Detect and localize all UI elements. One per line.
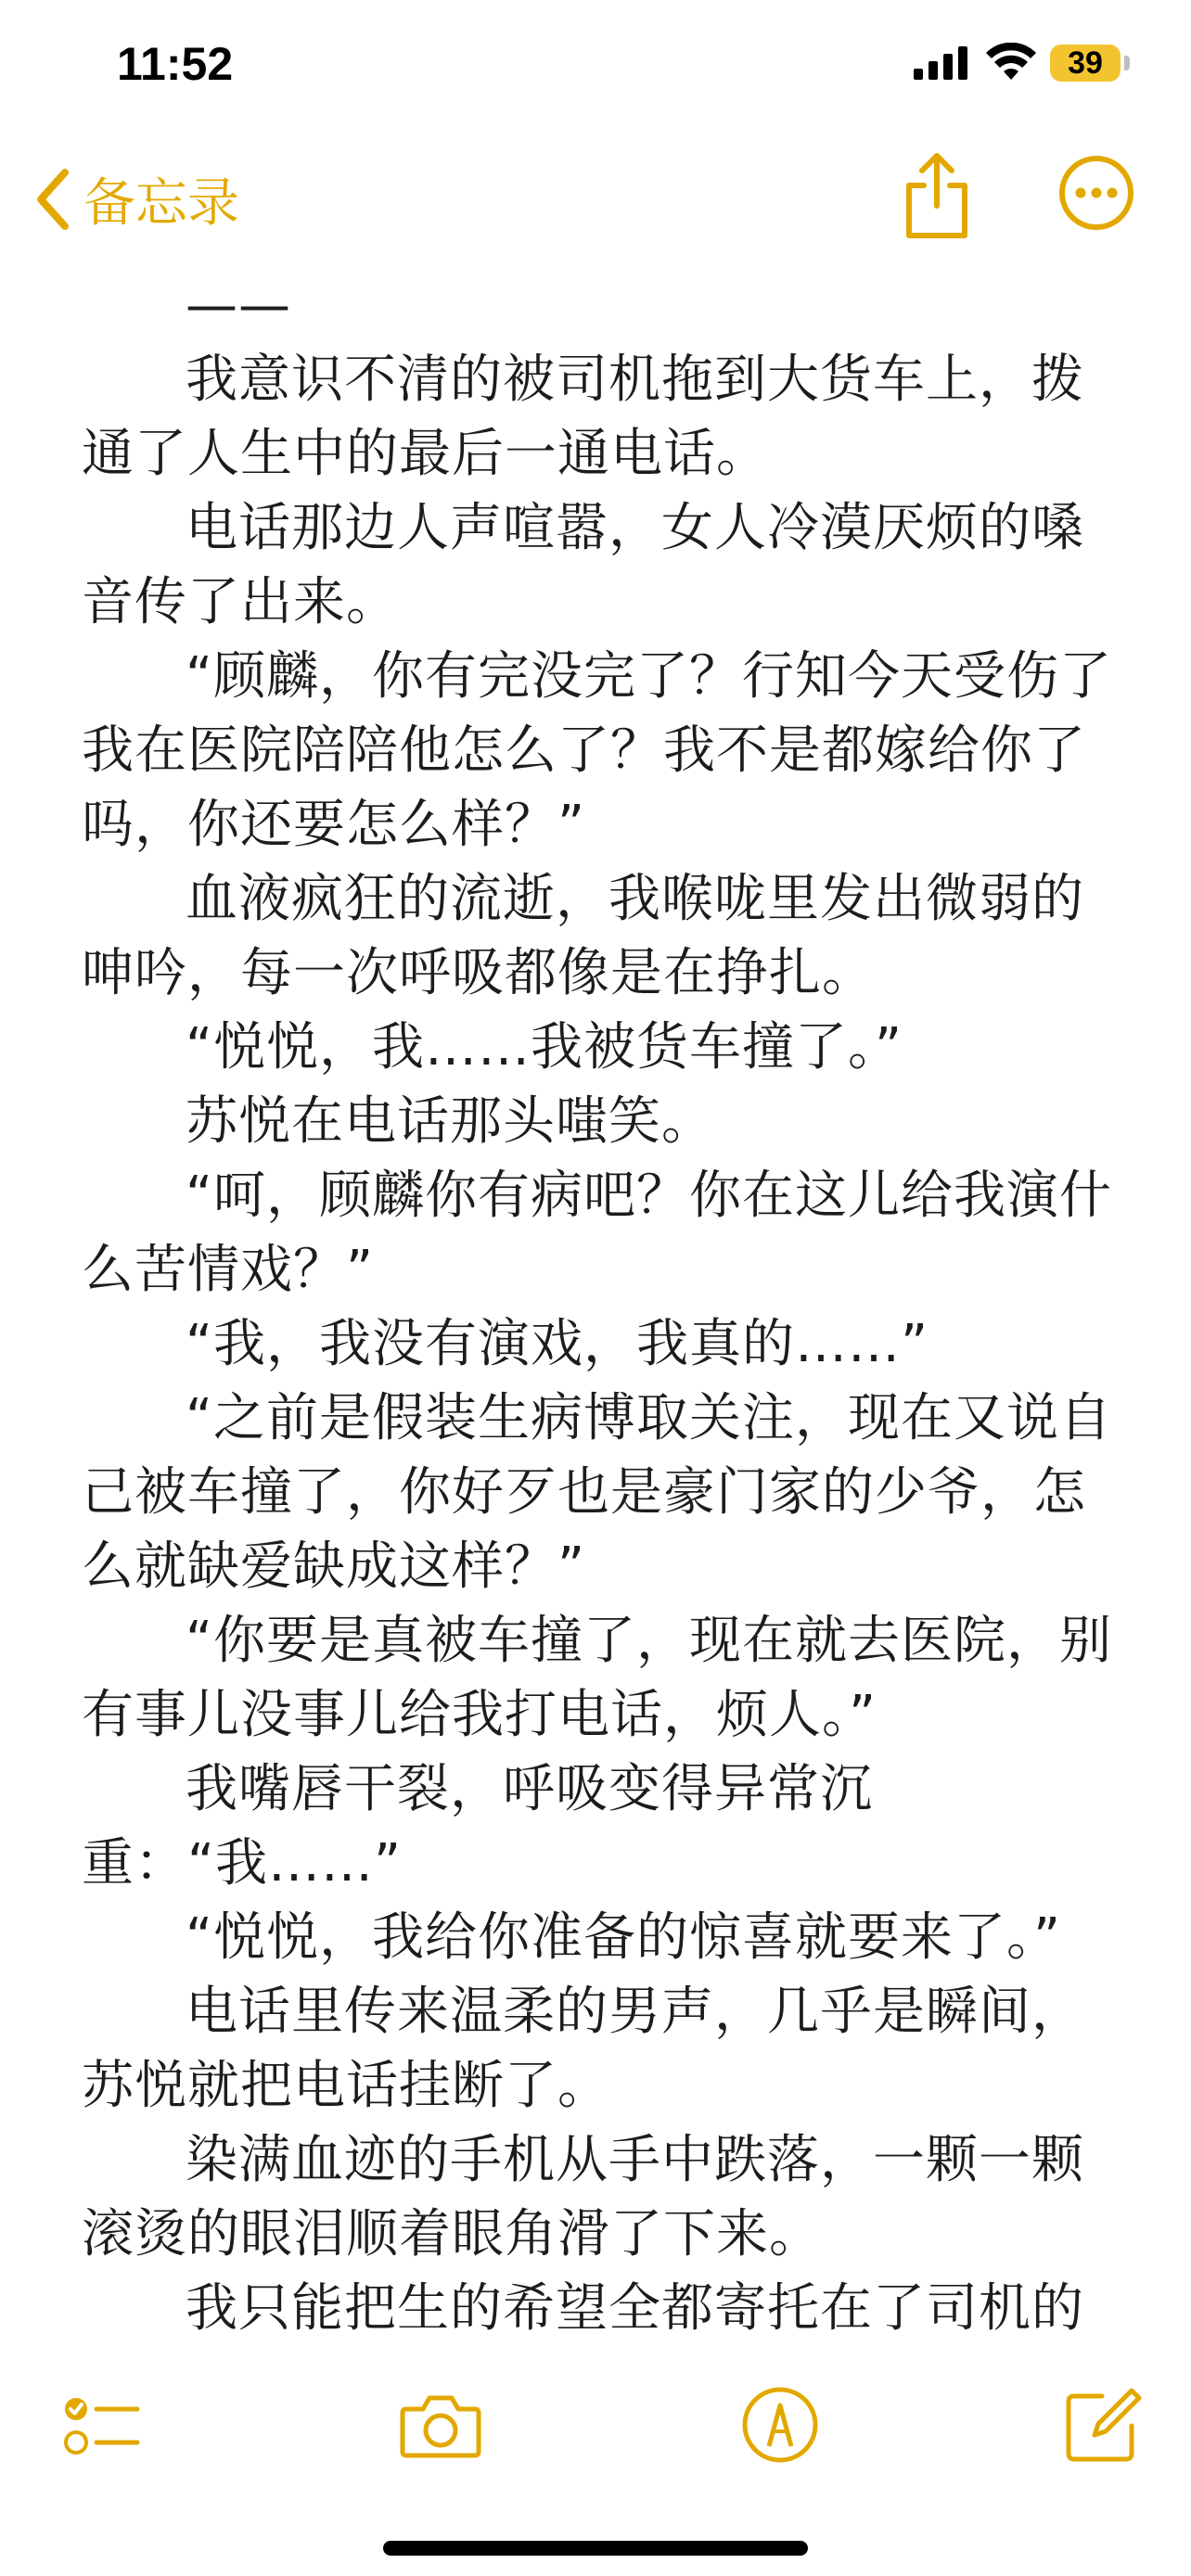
status-bar <box>0 0 1191 139</box>
battery-indicator: 39 <box>1050 45 1121 82</box>
note-paragraph: “你要是真被车撞了，现在就去医院，别有事儿没事儿给我打电话，烦人。” <box>82 1611 1113 1745</box>
markup-button[interactable] <box>738 2383 822 2467</box>
note-paragraph: 苏悦在电话那头嗤笑。 <box>186 1091 714 1152</box>
note-paragraph: 我只能把生的希望全都寄托在了司机的 <box>186 2278 1084 2339</box>
chevron-left-icon <box>33 167 70 232</box>
cellular-signal-icon <box>914 46 969 80</box>
wifi-icon <box>985 43 1037 82</box>
more-icon[interactable] <box>1057 154 1135 232</box>
back-button-label: 备忘录 <box>83 173 239 234</box>
note-paragraph: “顾麟，你有完没完了？行知今天受伤了我在医院陪陪他怎么了？我不是都嫁给你了吗，你还要怎么样？” <box>82 646 1113 855</box>
navigation-bar <box>0 139 1191 260</box>
note-paragraph: “呵，顾麟你有病吧？你在这儿给我演什么苦情戏？” <box>82 1166 1113 1300</box>
back-button[interactable] <box>33 158 239 241</box>
checklist-icon <box>59 2383 143 2467</box>
note-paragraph: 我嘴唇干裂，呼吸变得异常沉重：“我……” <box>82 1759 873 1894</box>
note-paragraph: “之前是假装生病博取关注，现在又说自己被车撞了，你好歹也是豪门家的少爷，怎么就缺爱缺成这样？” <box>82 1388 1113 1597</box>
camera-button[interactable] <box>399 2383 482 2467</box>
note-paragraph: “悦悦，我给你准备的惊喜就要来了。” <box>186 1907 1062 1968</box>
note-paragraph: 电话那边人声喧嚣，女人冷漠厌烦的嗓音传了出来。 <box>82 498 1084 632</box>
note-paragraph: 血液疯狂的流逝，我喉咙里发出微弱的呻吟，每一次呼吸都像是在挣扎。 <box>82 869 1084 1003</box>
share-icon[interactable] <box>900 148 974 241</box>
status-time: 11:52 <box>117 38 234 90</box>
markup-pen-icon <box>738 2383 822 2467</box>
compose-button[interactable] <box>1061 2383 1145 2467</box>
compose-icon <box>1061 2383 1145 2467</box>
note-paragraph: —— <box>186 275 291 336</box>
checklist-button[interactable] <box>59 2383 143 2467</box>
note-paragraph: 电话里传来温柔的男声，几乎是瞬间，苏悦就把电话挂断了。 <box>82 1982 1084 2116</box>
note-paragraph: “悦悦，我……我被货车撞了。” <box>186 1017 903 1078</box>
note-paragraph: “我，我没有演戏，我真的……” <box>186 1314 929 1374</box>
note-body[interactable] <box>82 269 1116 2346</box>
bottom-toolbar <box>0 2374 1191 2494</box>
home-indicator <box>383 2541 808 2556</box>
camera-icon <box>399 2383 482 2467</box>
note-paragraph: 染满血迹的手机从手中跌落，一颗一颗滚烫的眼泪顺着眼角滑了下来。 <box>82 2130 1084 2264</box>
battery-cap <box>1124 56 1130 70</box>
note-paragraph: 我意识不清的被司机拖到大货车上，拨通了人生中的最后一通电话。 <box>82 350 1084 484</box>
